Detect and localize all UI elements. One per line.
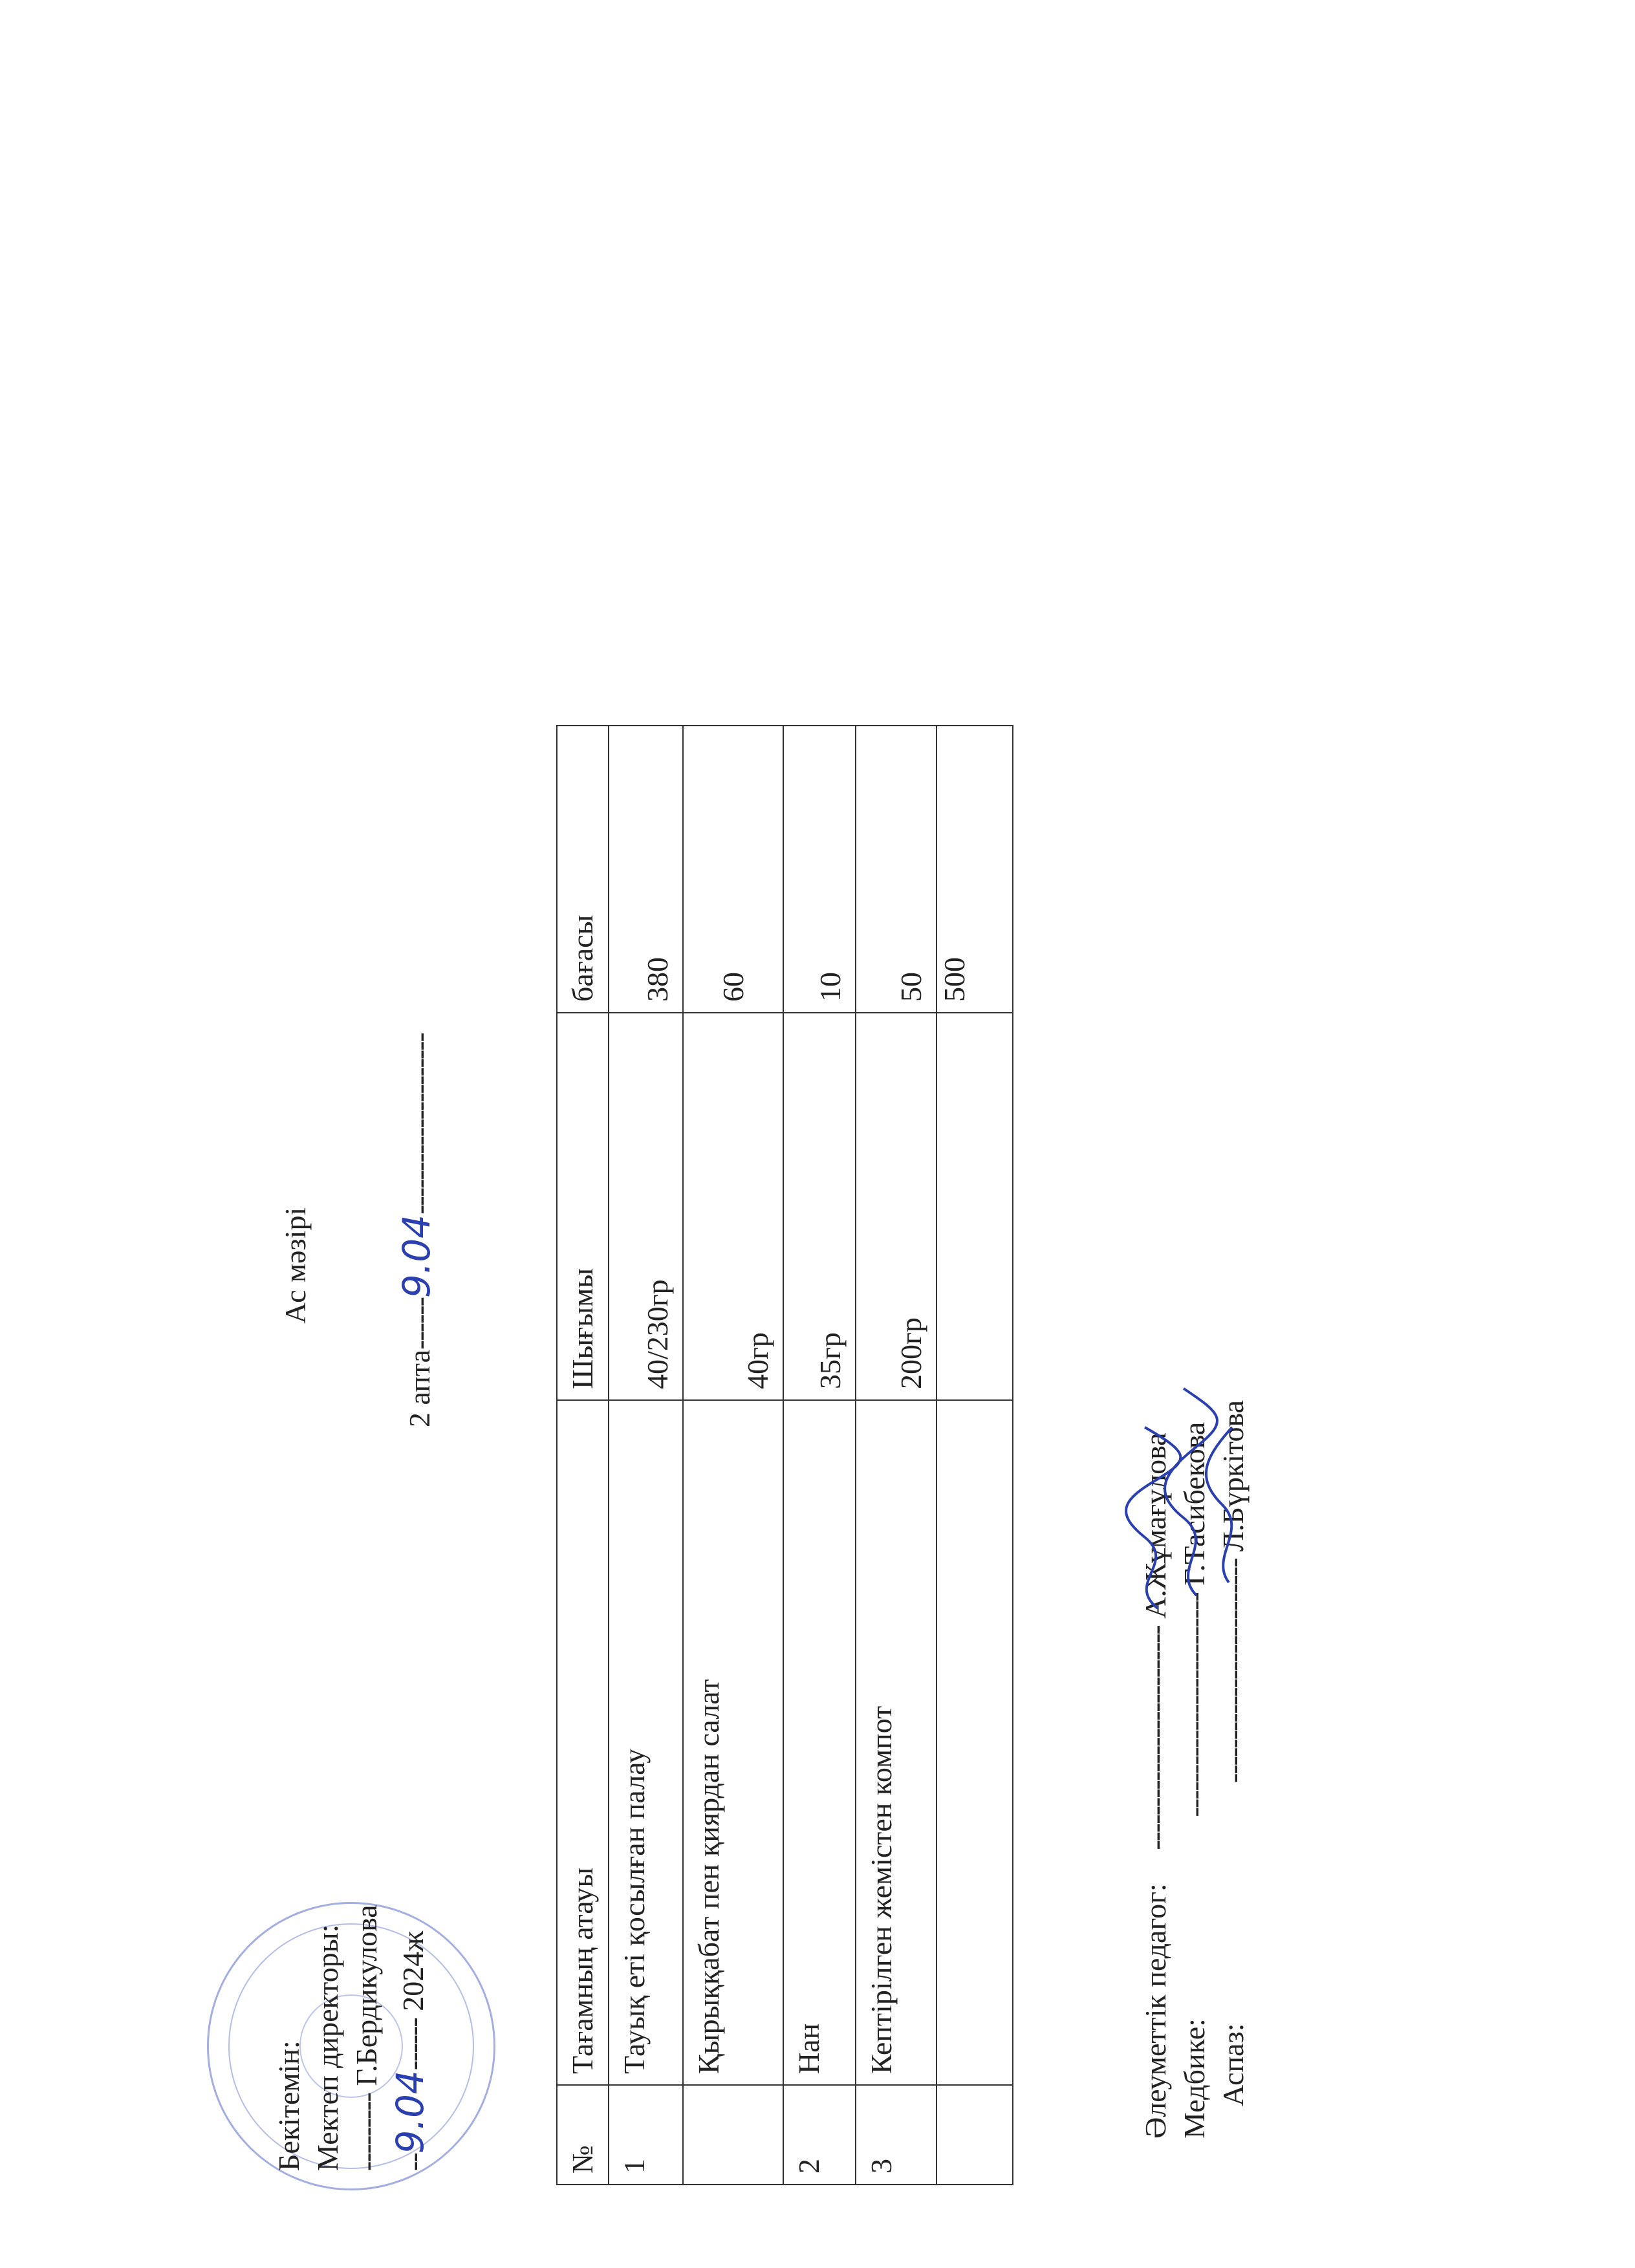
- row-price: 60: [683, 726, 783, 1013]
- approval-date-handwritten: 9.04: [388, 2070, 432, 2154]
- signature-dashes: --------------------------: [1217, 1559, 1250, 1784]
- row-dish: Тауық еті қосылған палау: [609, 1400, 683, 2085]
- header-number: №: [557, 2085, 609, 2185]
- table-row: [609, 726, 683, 2185]
- row-yield: 200гр: [856, 1013, 937, 1400]
- row-yield: 40гр: [683, 1013, 783, 1400]
- header-dish-name: Тағамның атауы: [557, 1400, 609, 2085]
- signature-name: Г.Тасибекова: [1178, 1421, 1211, 1586]
- signature-name: Л.Бүркітова: [1217, 1399, 1250, 1552]
- row-dish: [937, 1400, 1013, 2085]
- signature-dashes: --------------------------: [1178, 1593, 1211, 1817]
- row-number: 3: [856, 2085, 937, 2185]
- approval-date-dashes: --: [396, 2154, 429, 2171]
- row-number: [683, 2085, 783, 2185]
- approval-line1: Бекітемін:: [272, 2040, 305, 2171]
- row-yield: [937, 1013, 1013, 1400]
- signature-role: Әлеуметтік педагог:: [1139, 1883, 1172, 2139]
- signature-role: Медбике:: [1178, 2018, 1211, 2139]
- menu-table: [556, 725, 1013, 2185]
- table-row: [783, 726, 856, 2185]
- week-label: 2 апта: [403, 1349, 436, 1427]
- approval-director-name: Г.Бердикулова: [350, 1905, 383, 2086]
- approval-line3: [349, 1905, 384, 2171]
- approval-date-dashes-2: ------: [396, 2018, 429, 2071]
- row-dish: Қырыққабат пен қиярдан салат: [683, 1400, 783, 2085]
- row-dish: Нан: [783, 1400, 856, 2085]
- row-number: 2: [783, 2085, 856, 2185]
- handwritten-signatures: [1099, 1350, 1255, 1621]
- signature-name: А.Жұмағұлова: [1139, 1432, 1172, 1619]
- table-header-row: [557, 726, 609, 2185]
- row-price: 10: [783, 726, 856, 1013]
- approval-year: 2024ж: [396, 1931, 429, 2011]
- table-row: [937, 726, 1013, 2185]
- week-line: [395, 1033, 439, 1427]
- table-row: [856, 726, 937, 2185]
- signature-dashes: --------------------------: [1139, 1626, 1172, 1850]
- row-yield: 40/230гр: [609, 1013, 683, 1400]
- week-date-handwritten: 9.04: [395, 1214, 439, 1299]
- week-dashes: ------: [403, 1298, 436, 1350]
- row-price: 380: [609, 726, 683, 1013]
- table-row: [683, 726, 783, 2185]
- approval-signature-line: ---------: [350, 2093, 383, 2171]
- approval-line4: [388, 1931, 432, 2171]
- row-yield: 35гр: [783, 1013, 856, 1400]
- header-price: бағасы: [557, 726, 609, 1013]
- row-total-price: 500: [937, 726, 1013, 1013]
- week-dashes-2: ---------------------: [403, 1033, 436, 1215]
- signature-role: Аспаз:: [1217, 2023, 1250, 2106]
- row-number: [937, 2085, 1013, 2185]
- approval-line2: Мектеп директоры:: [311, 1924, 344, 2171]
- page-title: Ас мәзірі: [279, 1207, 312, 1324]
- row-number: 1: [609, 2085, 683, 2185]
- row-dish: Кептірілген жемістен компот: [856, 1400, 937, 2085]
- header-yield: Шығымы: [557, 1013, 609, 1400]
- row-price: 50: [856, 726, 937, 1013]
